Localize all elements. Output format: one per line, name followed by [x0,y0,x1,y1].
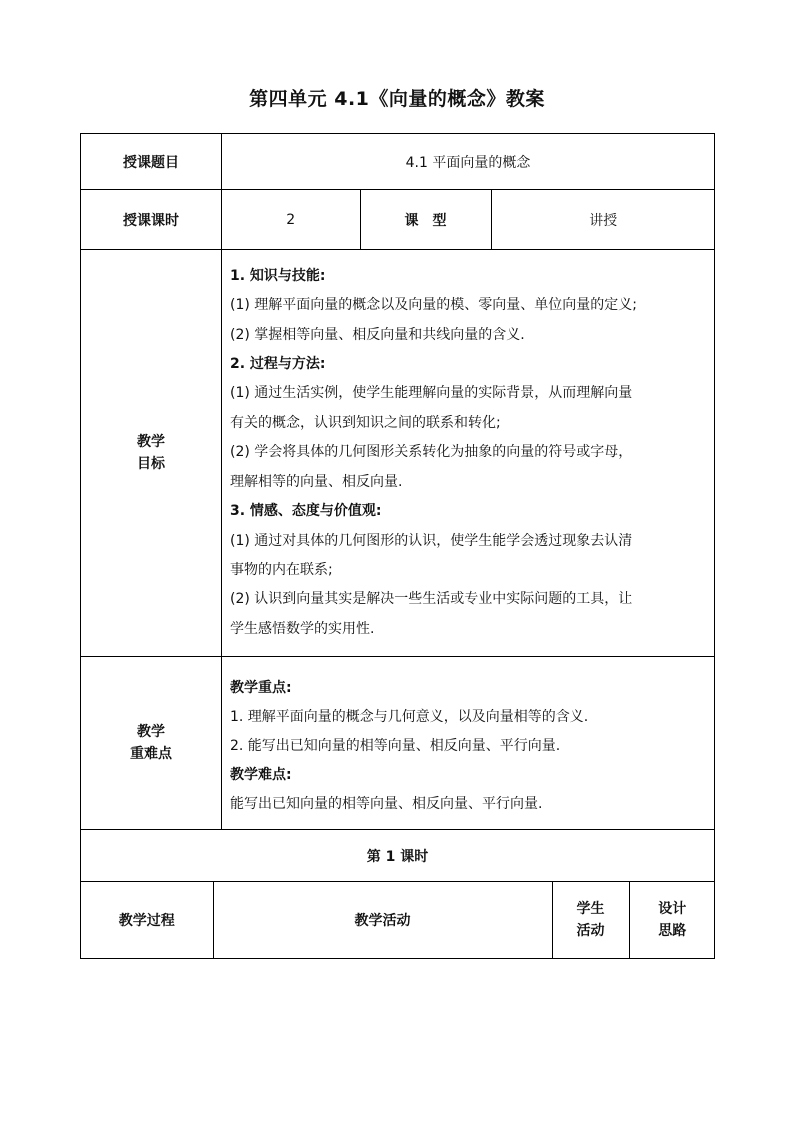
goals-heading-1: 1. 知识与技能: [230,267,326,284]
goals-line: 有关的概念，认识到知识之间的联系和转化; [230,414,501,431]
student-label-line-1: 学生 [576,901,605,917]
topic-label-cell [81,134,222,190]
goals-heading-3: 3. 情感、态度与价值观: [230,503,382,520]
keypoints-content-cell [222,657,715,830]
goals-line: (1) 通过对具体的几何图形的认识，使学生能学会透过现象去认清 [230,532,633,549]
goals-line: (1) 理解平面向量的概念以及向量的模、零向量、单位向量的定义; [230,297,637,314]
design-idea-cell [629,882,715,958]
topic-label: 授课题目 [123,154,179,171]
session-label: 第 1 课时 [366,848,429,865]
keypoints-label-line-1: 教学 [137,724,165,740]
design-label-line-2: 思路 [658,923,687,939]
hours-label-cell [81,190,222,250]
goals-line: (2) 认识到向量其实是解决一些生活或专业中实际问题的工具，让 [230,591,633,608]
hours-label: 授课课时 [123,212,179,229]
focus-line: 2. 能写出已知向量的相等向量、相反向量、平行向量. [230,737,561,754]
goals-content-cell [222,250,715,657]
type-label: 课 型 [360,190,491,249]
hours-value: 2 [222,190,360,249]
activity-label: 教学活动 [213,882,552,958]
process-header-cell [81,882,715,959]
design-label-line-1: 设计 [658,901,687,917]
goals-heading-2: 2. 过程与方法: [230,356,326,373]
goals-line: 学生感悟数学的实用性. [230,620,375,637]
lesson-plan-table [80,133,715,959]
goals-label-cell [81,250,222,657]
goals-line: 理解相等的向量、相反向量. [230,473,403,490]
hours-detail-cell [222,190,715,250]
goals-label-line-1: 教学 [137,434,165,450]
goals-line: 事物的内在联系; [230,561,333,578]
goals-line: (2) 掌握相等向量、相反向量和共线向量的含义. [230,326,525,343]
difficulty-heading: 教学难点: [230,766,292,783]
topic-value-cell [222,134,715,190]
session-cell [81,830,715,882]
focus-line: 1. 理解平面向量的概念与几何意义，以及向量相等的含义. [230,708,589,725]
goals-line: (2) 学会将具体的几何图形关系转化为抽象的向量的符号或字母， [230,444,633,461]
document-title: 第四单元 4.1《向量的概念》教案 [249,88,545,110]
keypoints-label-line-2: 重难点 [130,746,172,762]
focus-heading: 教学重点: [230,679,292,696]
difficulty-line: 能写出已知向量的相等向量、相反向量、平行向量. [230,795,543,812]
hours-inner-table [222,190,715,249]
process-inner-table [81,882,715,958]
process-label: 教学过程 [81,882,213,958]
goals-label-line-2: 目标 [137,456,165,472]
student-activity-cell [552,882,629,958]
keypoints-label-cell [81,657,222,830]
student-label-line-2: 活动 [576,923,605,939]
goals-line: (1) 通过生活实例，使学生能理解向量的实际背景，从而理解向量 [230,385,633,402]
topic-value: 4.1 平面向量的概念 [405,154,531,171]
type-value: 讲授 [491,190,715,249]
